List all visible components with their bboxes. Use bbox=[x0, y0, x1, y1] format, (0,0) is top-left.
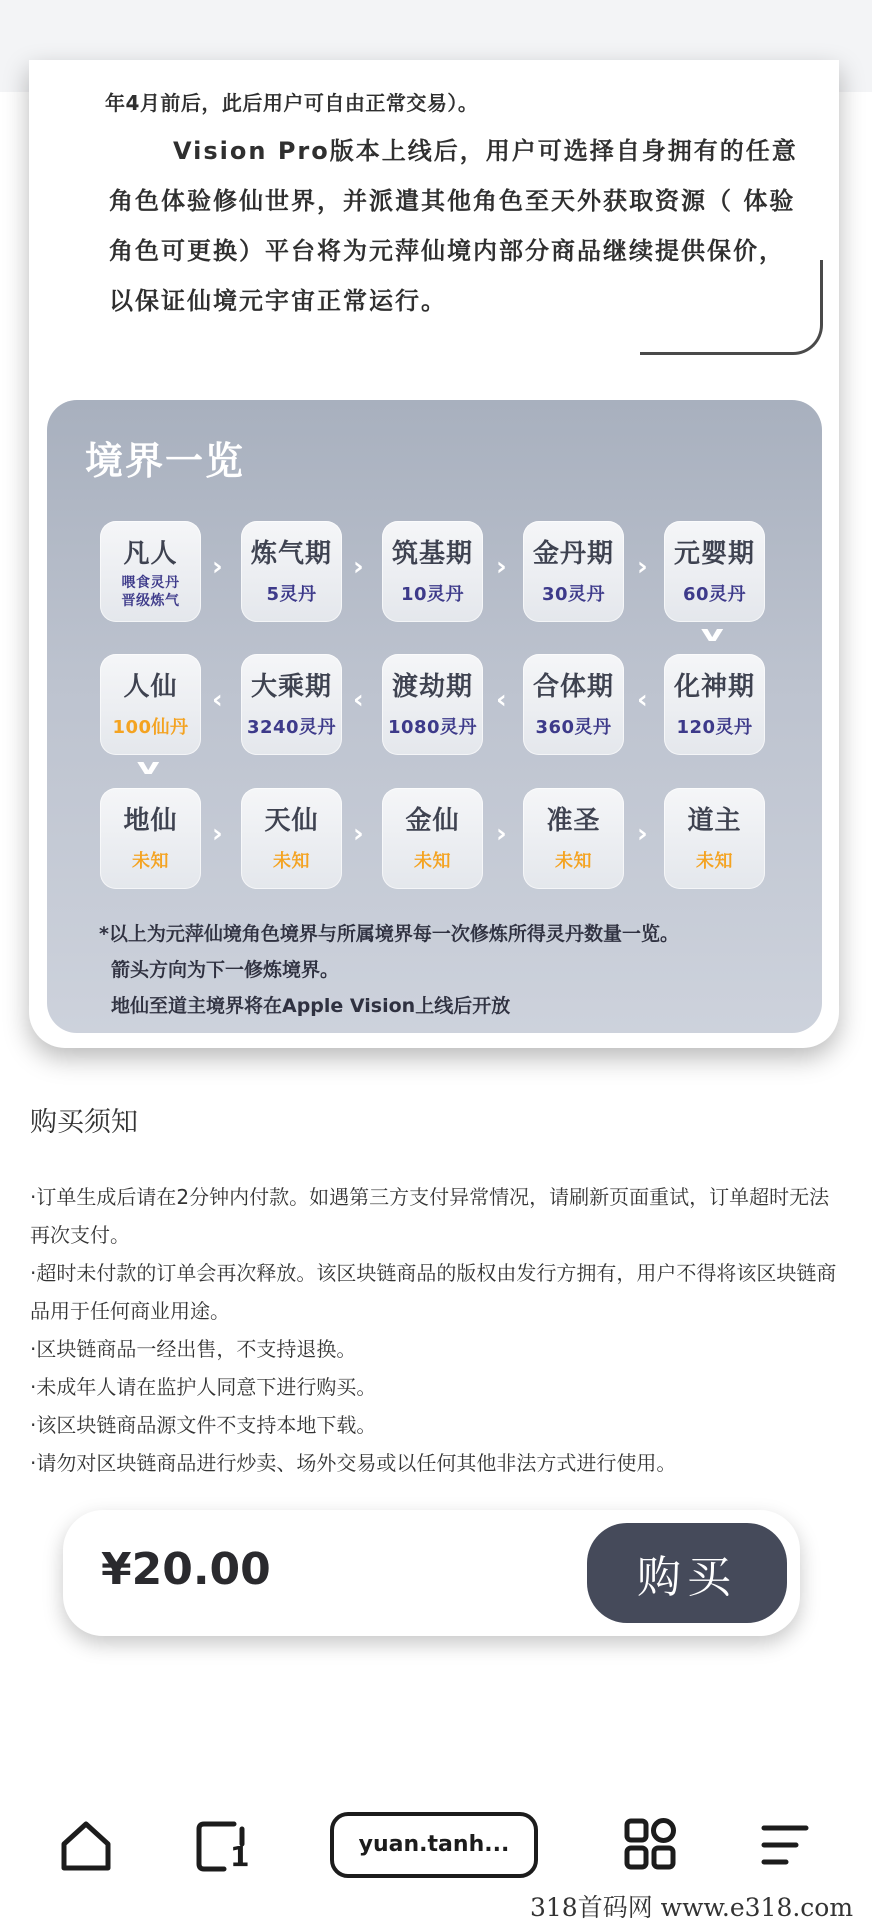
realm-tile-zhuji bbox=[382, 521, 483, 622]
menu-icon[interactable] bbox=[760, 1822, 810, 1868]
tile-name: 大乘期 bbox=[250, 672, 332, 702]
tile-sub: 未知 bbox=[273, 851, 310, 872]
arrow-right-icon: › bbox=[212, 552, 223, 582]
decorative-corner bbox=[640, 260, 823, 355]
tab-count: 1 bbox=[230, 1840, 250, 1873]
tile-name: 凡人 bbox=[123, 539, 178, 569]
realm-tile-lianqi bbox=[241, 521, 342, 622]
tile-name: 筑基期 bbox=[391, 539, 473, 569]
tile-name: 人仙 bbox=[123, 672, 178, 702]
article-line-partial: 年4月前后，此后用户可自由正常交易）。 bbox=[105, 91, 479, 115]
tile-sub: 未知 bbox=[555, 851, 592, 872]
tabs-icon[interactable] bbox=[194, 1818, 248, 1874]
tile-name: 地仙 bbox=[123, 806, 178, 836]
realm-note: *以上为元萍仙境角色境界与所属境界每一次修炼所得灵丹数量一览。 bbox=[99, 923, 679, 945]
arrow-left-icon: ‹ bbox=[353, 685, 364, 715]
tile-sub: 120灵丹 bbox=[676, 717, 753, 738]
tile-sub: 100仙丹 bbox=[112, 717, 189, 738]
notice-list bbox=[30, 1178, 845, 1482]
tile-sub: 5灵丹 bbox=[266, 584, 317, 605]
realm-note: 地仙至道主境界将在Apple Vision上线后开放 bbox=[111, 995, 511, 1017]
realm-tile-yuanying bbox=[664, 521, 765, 622]
home-icon[interactable] bbox=[58, 1818, 114, 1874]
price-label: ¥20.00 bbox=[101, 1544, 271, 1595]
realm-tile-daozhu bbox=[664, 788, 765, 889]
realm-tile-heti bbox=[523, 654, 624, 755]
tile-sub: 未知 bbox=[696, 851, 733, 872]
arrow-right-icon: › bbox=[496, 819, 507, 849]
notice-item: ·未成年人请在监护人同意下进行购买。 bbox=[30, 1375, 377, 1399]
tile-sub: 1080灵丹 bbox=[387, 717, 478, 738]
arrow-right-icon: › bbox=[353, 552, 364, 582]
tile-name: 炼气期 bbox=[250, 539, 332, 569]
tile-sub: 未知 bbox=[132, 851, 169, 872]
realm-tile-zhunsheng bbox=[523, 788, 624, 889]
realm-tile-jindan bbox=[523, 521, 624, 622]
realm-tile-huashen bbox=[664, 654, 765, 755]
notice-item: ·请勿对区块链商品进行炒卖、场外交易或以任何其他非法方式进行使用。 bbox=[30, 1451, 677, 1475]
tile-name: 合体期 bbox=[532, 672, 614, 702]
notice-item: ·该区块链商品源文件不支持本地下载。 bbox=[30, 1413, 377, 1437]
tile-sub: 360灵丹 bbox=[535, 717, 612, 738]
tile-sub: 10灵丹 bbox=[400, 584, 465, 605]
tile-name: 元婴期 bbox=[673, 539, 755, 569]
tile-name: 天仙 bbox=[264, 806, 319, 836]
tile-sub: 喂食灵丹 晋级炼气 bbox=[121, 575, 180, 609]
article-paragraph: Vision Pro版本上线后，用户可选择自身拥有的任意角色体验修仙世界，并派遣其他角色至天外获取资源（ 体验角色可更换）平台将为元萍仙境内部分商品继续提供保价，以保证仙境元宇宙正常运行。 bbox=[109, 137, 798, 315]
realm-title: 境界一览 bbox=[85, 439, 246, 483]
purchase-bar bbox=[63, 1510, 800, 1636]
realm-tile-dacheng bbox=[241, 654, 342, 755]
arrow-left-icon: ‹ bbox=[496, 685, 507, 715]
watermark: 318首码网 www.e318.com bbox=[530, 1893, 854, 1922]
apps-grid-icon[interactable] bbox=[622, 1816, 678, 1872]
notice-item: ·订单生成后请在2分钟内付款。如遇第三方支付异常情况，请刷新页面重试，订单超时无法再次支付。 bbox=[30, 1185, 830, 1247]
realm-tile-jinxian bbox=[382, 788, 483, 889]
arrow-left-icon: ‹ bbox=[637, 685, 648, 715]
tile-name: 金丹期 bbox=[532, 539, 614, 569]
realm-notes bbox=[99, 916, 679, 1024]
realm-note: 箭头方向为下一修炼境界。 bbox=[111, 959, 340, 981]
notice-item: ·超时未付款的订单会再次释放。该区块链商品的版权由发行方拥有，用户不得将该区块链商品用于任何商业用途。 bbox=[30, 1261, 837, 1323]
realm-tile-renxian bbox=[100, 654, 201, 755]
arrow-left-icon: ‹ bbox=[212, 685, 223, 715]
tile-sub: 30灵丹 bbox=[541, 584, 606, 605]
realm-panel bbox=[47, 400, 822, 1033]
tile-name: 金仙 bbox=[405, 806, 460, 836]
realm-tile-tianxian bbox=[241, 788, 342, 889]
arrow-right-icon: › bbox=[212, 819, 223, 849]
buy-button[interactable]: 购买 bbox=[587, 1523, 787, 1623]
tile-name: 化神期 bbox=[673, 672, 755, 702]
tile-name: 道主 bbox=[687, 806, 742, 836]
arrow-right-icon: › bbox=[353, 819, 364, 849]
arrow-down-icon: v bbox=[136, 755, 160, 780]
arrow-right-icon: › bbox=[637, 819, 648, 849]
arrow-right-icon: › bbox=[637, 552, 648, 582]
realm-tile-dixian bbox=[100, 788, 201, 889]
tile-sub: 60灵丹 bbox=[682, 584, 747, 605]
arrow-right-icon: › bbox=[496, 552, 507, 582]
tile-name: 准圣 bbox=[546, 806, 601, 836]
notice-title: 购买须知 bbox=[30, 1107, 138, 1138]
realm-tile-fanren bbox=[100, 521, 201, 622]
url-bar[interactable]: yuan.tanh... bbox=[330, 1812, 538, 1878]
arrow-down-icon: v bbox=[700, 622, 724, 647]
tile-sub: 未知 bbox=[414, 851, 451, 872]
realm-tile-dujie bbox=[382, 654, 483, 755]
notice-item: ·区块链商品一经出售，不支持退换。 bbox=[30, 1337, 357, 1361]
tile-name: 渡劫期 bbox=[391, 672, 473, 702]
tile-sub: 3240灵丹 bbox=[246, 717, 337, 738]
